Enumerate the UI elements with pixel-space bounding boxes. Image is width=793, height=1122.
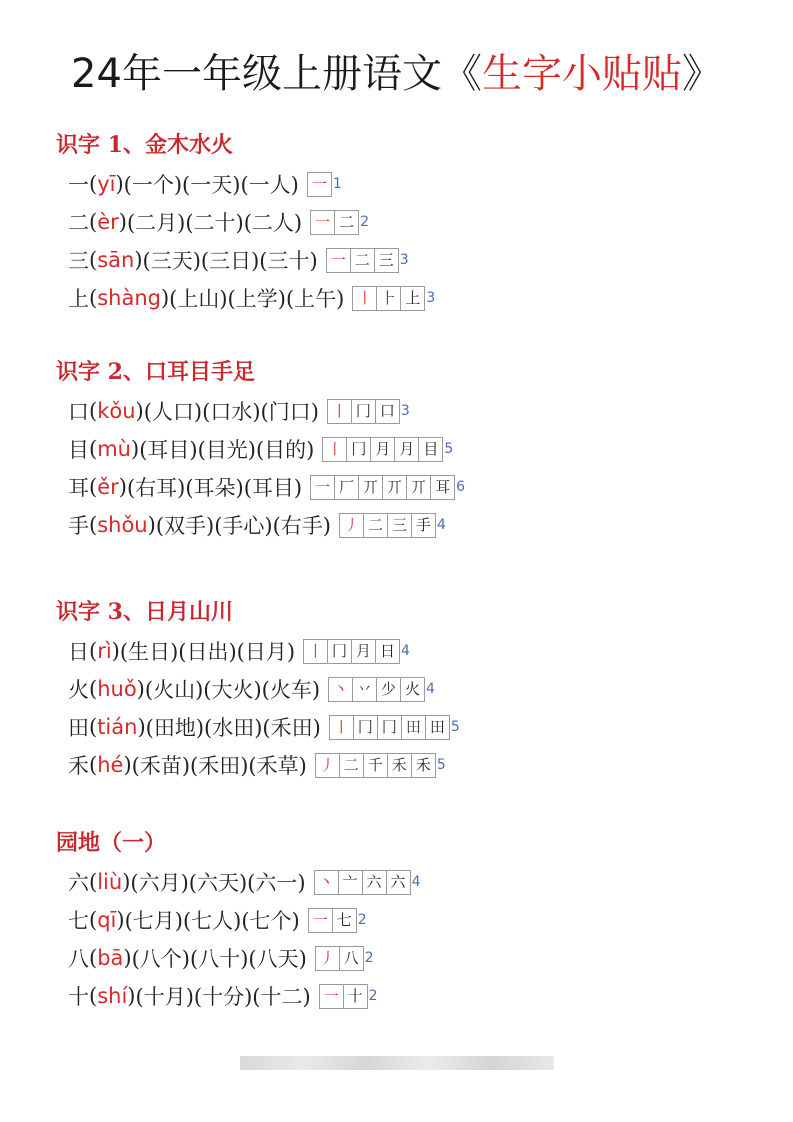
character: 目	[68, 438, 89, 462]
paren-open: (	[89, 248, 98, 272]
character: 八	[68, 947, 89, 971]
stroke-cell: 丶	[314, 870, 339, 895]
stroke-cell: 丨	[327, 399, 352, 424]
stroke-count: 3	[399, 252, 409, 268]
stroke-cell: 一	[319, 984, 344, 1009]
character: 耳	[68, 476, 89, 500]
stroke-cell: 丌	[358, 475, 383, 500]
example-words: (火山)(大火)(火车)	[144, 678, 321, 702]
character-row	[68, 468, 465, 506]
title-main: 24年一年级上册语文《	[71, 51, 482, 97]
example-words: (一个)(一天)(一人)	[123, 173, 299, 197]
stroke-cell: 八	[339, 946, 364, 971]
paren-open: (	[89, 870, 98, 894]
paren-open: (	[89, 908, 98, 932]
paren-open: (	[89, 639, 98, 663]
stroke-order-grid	[303, 639, 399, 664]
character: 二	[68, 211, 89, 235]
character: 六	[68, 871, 89, 895]
character: 一	[68, 173, 89, 197]
pinyin: kǒu	[97, 399, 136, 423]
blurred-footer-watermark	[240, 1056, 554, 1070]
stroke-order-grid	[308, 908, 356, 933]
stroke-order-grid	[310, 210, 358, 235]
character: 十	[68, 985, 89, 1009]
paren-open: (	[89, 677, 98, 701]
stroke-order-grid	[329, 715, 449, 740]
character: 七	[68, 909, 89, 933]
stroke-cell: 冂	[346, 437, 371, 462]
stroke-cell: 禾	[387, 753, 412, 778]
pinyin: yī	[97, 172, 116, 196]
character: 禾	[68, 754, 89, 778]
stroke-cell: 一	[307, 172, 332, 197]
stroke-cell: 丌	[382, 475, 407, 500]
pinyin: shàng	[97, 286, 161, 310]
stroke-cell: 七	[332, 908, 357, 933]
character: 口	[68, 400, 89, 424]
example-words: (七月)(七人)(七个)	[124, 909, 300, 933]
paren-open: (	[89, 399, 98, 423]
stroke-count: 5	[444, 441, 454, 457]
section-heading: 识字 1、金木水火	[56, 132, 233, 158]
stroke-count: 4	[401, 643, 410, 659]
stroke-cell: 冂	[351, 399, 376, 424]
character-row	[68, 977, 420, 1015]
paren-close: )	[136, 677, 145, 701]
stroke-cell: 三	[387, 513, 412, 538]
stroke-cell: 二	[363, 513, 388, 538]
paren-close: )	[147, 513, 156, 537]
stroke-cell: 火	[400, 677, 425, 702]
stroke-order-grid	[328, 677, 424, 702]
paren-close: )	[137, 715, 146, 739]
stroke-order-grid	[352, 286, 424, 311]
stroke-cell: 月	[351, 639, 376, 664]
pinyin: huǒ	[97, 677, 137, 701]
stroke-cell: 月	[394, 437, 419, 462]
example-words: (十月)(十分)(十二)	[135, 985, 311, 1009]
stroke-order-grid	[307, 172, 331, 197]
stroke-count: 3	[426, 290, 436, 306]
stroke-cell: 冂	[353, 715, 378, 740]
example-words: (双手)(手心)(右手)	[155, 514, 331, 538]
paren-close: )	[130, 437, 140, 461]
stroke-cell: 丨	[322, 437, 347, 462]
stroke-count: 1	[332, 176, 342, 192]
paren-close: )	[118, 475, 127, 499]
paren-open: (	[89, 715, 98, 739]
character-row	[68, 746, 460, 784]
paren-open: (	[89, 946, 98, 970]
paren-open: (	[89, 437, 98, 461]
pinyin: shí	[97, 984, 128, 1008]
stroke-count: 4	[437, 517, 446, 533]
character-row	[68, 241, 435, 279]
stroke-cell: 一	[310, 475, 335, 500]
paren-close: )	[122, 870, 131, 894]
character-row	[68, 670, 460, 708]
paren-close: )	[127, 984, 136, 1008]
character: 日	[68, 640, 89, 664]
stroke-cell: 丨	[352, 286, 377, 311]
stroke-cell: 丷	[352, 677, 377, 702]
paren-close: )	[135, 399, 144, 423]
stroke-count: 6	[456, 479, 466, 495]
example-words: (二月)(二十)(二人)	[126, 211, 303, 235]
stroke-cell: 丨	[303, 639, 328, 664]
paren-close: )	[160, 286, 170, 310]
paren-open: (	[89, 286, 98, 310]
example-words: (三天)(三日)(三十)	[142, 249, 318, 273]
stroke-order-grid	[315, 946, 363, 971]
stroke-cell: 日	[375, 639, 400, 664]
character-row	[68, 430, 465, 468]
paren-open: (	[89, 172, 98, 196]
paren-close: )	[123, 753, 132, 777]
stroke-cell: 一	[310, 210, 335, 235]
stroke-count: 4	[426, 681, 435, 697]
stroke-order-grid	[339, 513, 435, 538]
stroke-cell: 丿	[315, 753, 340, 778]
character: 手	[68, 514, 89, 538]
stroke-count: 4	[411, 874, 421, 890]
pinyin: ěr	[97, 475, 119, 499]
stroke-cell: 亠	[338, 870, 363, 895]
paren-open: (	[89, 513, 98, 537]
character-row	[68, 939, 420, 977]
example-words: (田地)(水田)(禾田)	[145, 716, 321, 740]
character-row	[68, 901, 420, 939]
section-heading: 识字 2、口耳目手足	[56, 359, 255, 385]
character-row	[68, 165, 435, 203]
example-words: (生日)(日出)(日月)	[119, 640, 296, 664]
pinyin: sān	[97, 248, 135, 272]
paren-close: )	[118, 210, 127, 234]
stroke-cell: 手	[411, 513, 436, 538]
character-row	[68, 279, 435, 317]
section-2	[56, 357, 465, 544]
stroke-order-grid	[326, 248, 398, 273]
stroke-cell: 千	[363, 753, 388, 778]
stroke-cell: 一	[326, 248, 351, 273]
section-3	[56, 597, 460, 784]
paren-open: (	[89, 475, 98, 499]
example-words: (耳目)(目光)(目的)	[139, 438, 315, 462]
pinyin: mù	[97, 437, 131, 461]
paren-close: )	[115, 172, 124, 196]
paren-open: (	[89, 984, 98, 1008]
stroke-cell: 一	[308, 908, 333, 933]
stroke-cell: 二	[339, 753, 364, 778]
stroke-cell: 耳	[430, 475, 455, 500]
pinyin: qī	[97, 908, 117, 932]
character-row	[68, 863, 420, 901]
stroke-cell: 禾	[411, 753, 436, 778]
example-words: (六月)(六天)(六一)	[130, 871, 306, 895]
stroke-cell: 丿	[315, 946, 340, 971]
character-row	[68, 632, 460, 670]
character: 三	[68, 249, 89, 273]
page-title	[0, 48, 793, 100]
stroke-cell: 田	[401, 715, 426, 740]
pinyin: rì	[97, 639, 112, 663]
section-heading: 园地（一）	[56, 830, 167, 856]
stroke-count: 5	[450, 719, 460, 735]
character: 田	[68, 716, 89, 740]
example-words: (右耳)(耳朵)(耳目)	[126, 476, 303, 500]
stroke-cell: 月	[370, 437, 395, 462]
stroke-cell: 丌	[406, 475, 431, 500]
example-words: (人口)(口水)(门口)	[143, 400, 319, 424]
paren-close: )	[134, 248, 143, 272]
stroke-cell: 三	[374, 248, 399, 273]
stroke-cell: 丨	[329, 715, 354, 740]
stroke-cell: 十	[343, 984, 368, 1009]
paren-open: (	[89, 753, 98, 777]
paren-close: )	[116, 908, 125, 932]
character-row	[68, 708, 460, 746]
paren-open: (	[89, 210, 98, 234]
stroke-order-grid	[315, 753, 435, 778]
stroke-cell: 六	[362, 870, 387, 895]
stroke-cell: 口	[375, 399, 400, 424]
stroke-count: 2	[364, 950, 374, 966]
stroke-cell: 冂	[377, 715, 402, 740]
stroke-cell: 冂	[327, 639, 352, 664]
stroke-cell: ⺊	[376, 286, 401, 311]
stroke-cell: 丶	[328, 677, 353, 702]
pinyin: bā	[97, 946, 124, 970]
pinyin: liù	[97, 870, 123, 894]
pinyin: hé	[97, 753, 124, 777]
stroke-order-grid	[327, 399, 399, 424]
stroke-count: 5	[436, 757, 446, 773]
example-words: (上山)(上学)(上午)	[169, 287, 345, 311]
paren-close: )	[123, 946, 132, 970]
stroke-order-grid	[310, 475, 454, 500]
stroke-cell: 厂	[334, 475, 359, 500]
character: 上	[68, 287, 89, 311]
example-words: (禾苗)(禾田)(禾草)	[131, 754, 307, 778]
stroke-order-grid	[314, 870, 410, 895]
stroke-order-grid	[319, 984, 367, 1009]
title-tail: 》	[681, 51, 722, 97]
section-4	[56, 828, 420, 1015]
stroke-count: 2	[360, 214, 370, 230]
character-row	[68, 506, 465, 544]
stroke-order-grid	[322, 437, 442, 462]
stroke-count: 2	[357, 912, 367, 928]
stroke-count: 2	[368, 988, 378, 1004]
stroke-cell: 少	[376, 677, 401, 702]
section-heading: 识字 3、日月山川	[56, 599, 233, 625]
paren-close: )	[111, 639, 120, 663]
character: 火	[68, 678, 89, 702]
stroke-cell: 二	[350, 248, 375, 273]
character-row	[68, 392, 465, 430]
pinyin: èr	[97, 210, 119, 234]
pinyin: tián	[97, 715, 138, 739]
stroke-cell: 丿	[339, 513, 364, 538]
title-highlight: 生字小贴贴	[481, 51, 682, 97]
character-row	[68, 203, 435, 241]
stroke-count: 3	[400, 403, 410, 419]
pinyin: shǒu	[97, 513, 148, 537]
example-words: (八个)(八十)(八天)	[131, 947, 307, 971]
stroke-cell: 目	[418, 437, 443, 462]
stroke-cell: 二	[334, 210, 359, 235]
stroke-cell: 上	[400, 286, 425, 311]
section-1	[56, 130, 435, 317]
stroke-cell: 田	[425, 715, 450, 740]
stroke-cell: 六	[386, 870, 411, 895]
